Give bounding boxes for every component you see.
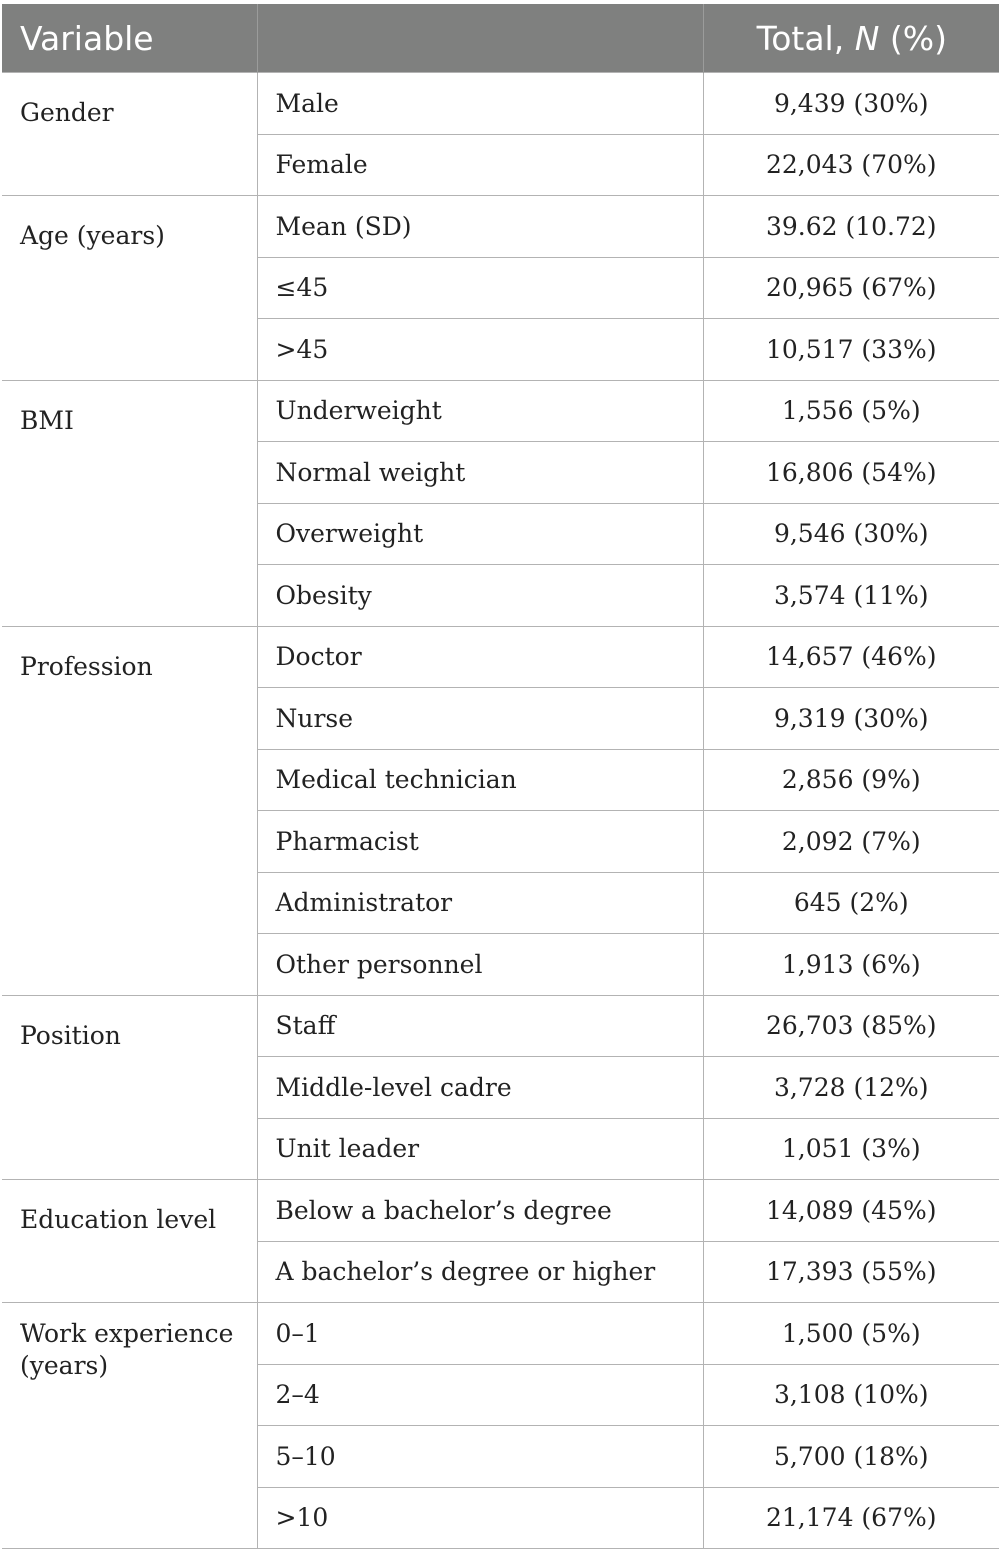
header-total-prefix: Total, (756, 18, 855, 58)
row-value: 10,517 (33%) (703, 319, 999, 381)
row-label: Unit leader (257, 1118, 703, 1180)
row-label: 0–1 (257, 1303, 703, 1365)
row-value: 5,700 (18%) (703, 1426, 999, 1488)
row-value: 14,657 (46%) (703, 626, 999, 688)
row-label: Administrator (257, 872, 703, 934)
row-value: 14,089 (45%) (703, 1180, 999, 1242)
row-label: Female (257, 134, 703, 196)
header-row (2, 4, 999, 73)
row-value: 16,806 (54%) (703, 442, 999, 504)
row-value: 3,574 (11%) (703, 565, 999, 627)
row-label: Medical technician (257, 749, 703, 811)
table-row (2, 1180, 999, 1242)
row-label: A bachelor’s degree or higher (257, 1241, 703, 1303)
row-value: 1,913 (6%) (703, 934, 999, 996)
row-label: Middle-level cadre (257, 1057, 703, 1119)
row-label: ≤45 (257, 257, 703, 319)
row-value: 22,043 (70%) (703, 134, 999, 196)
table-row (2, 995, 999, 1057)
group-label: Gender (2, 73, 257, 196)
row-label: Mean (SD) (257, 196, 703, 258)
group-label: Education level (2, 1180, 257, 1303)
row-value: 2,092 (7%) (703, 811, 999, 873)
row-value: 1,500 (5%) (703, 1303, 999, 1365)
demographics-table (2, 4, 999, 1549)
table-row (2, 380, 999, 442)
table-row (2, 1303, 999, 1365)
row-label: Obesity (257, 565, 703, 627)
table-row (2, 73, 999, 135)
header-total-n: N (854, 18, 880, 58)
row-label: Underweight (257, 380, 703, 442)
row-label: Male (257, 73, 703, 135)
group-label-line: (years) (20, 1351, 109, 1380)
row-value: 1,051 (3%) (703, 1118, 999, 1180)
row-label: Other personnel (257, 934, 703, 996)
row-label: >45 (257, 319, 703, 381)
row-value: 3,108 (10%) (703, 1364, 999, 1426)
row-label: >10 (257, 1487, 703, 1549)
table-row (2, 196, 999, 258)
header-subcategory (257, 4, 703, 73)
header-variable: Variable (2, 4, 257, 73)
row-label: Pharmacist (257, 811, 703, 873)
row-value: 20,965 (67%) (703, 257, 999, 319)
row-value: 9,319 (30%) (703, 688, 999, 750)
header-total (703, 4, 999, 73)
group-label: Age (years) (2, 196, 257, 381)
group-label: Profession (2, 626, 257, 995)
row-label: Overweight (257, 503, 703, 565)
row-value: 645 (2%) (703, 872, 999, 934)
row-label: 5–10 (257, 1426, 703, 1488)
row-value: 9,546 (30%) (703, 503, 999, 565)
row-label: Below a bachelor’s degree (257, 1180, 703, 1242)
row-value: 17,393 (55%) (703, 1241, 999, 1303)
row-label: Doctor (257, 626, 703, 688)
header-total-suffix: (%) (879, 18, 947, 58)
row-value: 9,439 (30%) (703, 73, 999, 135)
row-value: 21,174 (67%) (703, 1487, 999, 1549)
group-label-line: Work experience (20, 1319, 234, 1348)
row-label: 2–4 (257, 1364, 703, 1426)
row-value: 3,728 (12%) (703, 1057, 999, 1119)
row-value: 26,703 (85%) (703, 995, 999, 1057)
group-label: Position (2, 995, 257, 1180)
row-value: 2,856 (9%) (703, 749, 999, 811)
row-value: 39.62 (10.72) (703, 196, 999, 258)
group-label: BMI (2, 380, 257, 626)
row-label: Normal weight (257, 442, 703, 504)
group-label (2, 1303, 257, 1549)
table-row (2, 626, 999, 688)
table-body (2, 73, 999, 1549)
row-label: Staff (257, 995, 703, 1057)
row-label: Nurse (257, 688, 703, 750)
row-value: 1,556 (5%) (703, 380, 999, 442)
